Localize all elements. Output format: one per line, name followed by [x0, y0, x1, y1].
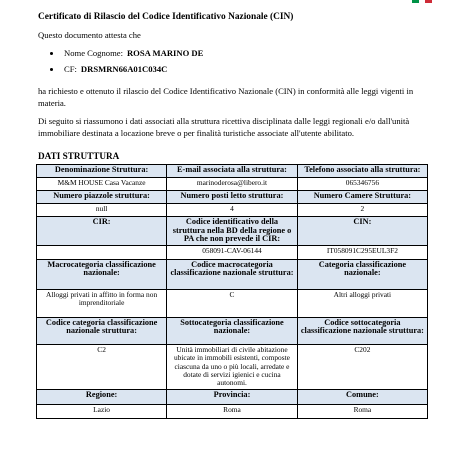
table-header-row	[37, 217, 428, 246]
table-cell	[37, 245, 167, 259]
bullet-dot-icon	[50, 52, 53, 55]
table-row	[37, 204, 428, 217]
cf-value: DRSMRN66A01C034C	[80, 64, 168, 74]
table-header-cell: CIR:	[37, 217, 167, 246]
flag-green-stripe	[412, 0, 419, 3]
table-header-row	[37, 191, 428, 204]
table-header-cell: Sottocategoria classificazione nazionale:	[167, 317, 298, 344]
table-cell: marinoderosa@libero.it	[167, 178, 298, 191]
table-header-cell: Categoria classificazione nazionale:	[297, 259, 427, 289]
table-header-row	[37, 259, 428, 289]
table-header-cell: Comune:	[297, 389, 427, 404]
flag-red-stripe	[425, 0, 432, 3]
table-cell: C202	[297, 344, 427, 389]
bullet-dot-icon	[50, 68, 53, 71]
table-cell: C2	[37, 344, 167, 389]
table-header-cell: CIN:	[297, 217, 427, 246]
table-header-row	[37, 389, 428, 404]
table-cell: M&M HOUSE Casa Vacanze	[37, 178, 167, 191]
table-header-cell: Macrocategoria classificazione nazionale:	[37, 259, 167, 289]
table-row	[37, 404, 428, 418]
section-title: DATI STRUTTURA	[38, 151, 120, 161]
table-header-row	[37, 317, 428, 344]
table-cell: 065346756	[297, 178, 427, 191]
holder-details-list	[50, 45, 203, 77]
table-header-cell: Denominazione Struttura:	[37, 165, 167, 178]
table-header-cell: Codice macrocategoria classificazione nazionale struttura:	[167, 259, 298, 289]
table-row	[37, 178, 428, 191]
table-header-cell: Codice identificativo della struttura nella BD della regione o PA che non prevede il CIR:	[167, 217, 298, 246]
table-header-cell: Numero piazzole struttura:	[37, 191, 167, 204]
table-cell: Roma	[167, 404, 298, 418]
table-header-cell: E-mail associata alla struttura:	[167, 165, 298, 178]
structure-data-table	[36, 164, 428, 419]
name-label: Nome Cognome:	[64, 48, 123, 58]
table-cell: 2	[297, 204, 427, 217]
table-header-cell: Provincia:	[167, 389, 298, 404]
table-cell: Roma	[297, 404, 427, 418]
table-header-cell: Telefono associato alla struttura:	[297, 165, 427, 178]
table-cell: Unità immobiliari di civile abitazione ubicate in immobili esistenti, composte ciascuna da uno o più locali, arredate e dotate di servizi igienici e cucina autonomi.	[167, 344, 298, 389]
name-value: ROSA MARINO DE	[126, 48, 204, 58]
paragraph-conformity: ha richiesto e ottenuto il rilascio del Codice Identificativo Nazionale (CIN) in conformità alle leggi vigenti in materia.	[38, 86, 414, 108]
cf-label: CF:	[64, 64, 77, 74]
table-header-cell: Codice sottocategoria classificazione nazionale struttura:	[297, 317, 427, 344]
document-title: Certificato di Rilascio del Codice Identificativo Nazionale (CIN)	[38, 12, 294, 22]
table-cell: C	[167, 289, 298, 317]
table-row	[37, 344, 428, 389]
intro-text: Questo documento attesta che	[38, 30, 141, 40]
table-row	[37, 289, 428, 317]
table-row	[37, 245, 428, 259]
table-header-cell: Codice categoria classificazione nazionale struttura:	[37, 317, 167, 344]
table-header-cell: Numero posti letto struttura:	[167, 191, 298, 204]
list-item-name	[50, 45, 203, 61]
paragraph-summary: Di seguito si riassumono i dati associati alla struttura ricettiva disciplinata dalle leggi regionali e/o dall'unità immobiliare destinata a locazione breve o per finalità turistiche associate all'utente abilitato.	[38, 116, 410, 138]
italian-flag-stripe	[412, 0, 432, 3]
table-cell: Alloggi privati in affitto in forma non imprenditoriale	[37, 289, 167, 317]
table-cell: 4	[167, 204, 298, 217]
table-cell: IT058091C295EUL3F2	[297, 245, 427, 259]
table-header-row	[37, 165, 428, 178]
table-header-cell: Regione:	[37, 389, 167, 404]
table-cell: 058091-CAV-06144	[167, 245, 298, 259]
table-cell: null	[37, 204, 167, 217]
table-cell: Lazio	[37, 404, 167, 418]
table-header-cell: Numero Camere Struttura:	[297, 191, 427, 204]
flag-white-stripe	[419, 0, 426, 3]
list-item-cf	[50, 61, 203, 77]
table-cell: Altri alloggi privati	[297, 289, 427, 317]
